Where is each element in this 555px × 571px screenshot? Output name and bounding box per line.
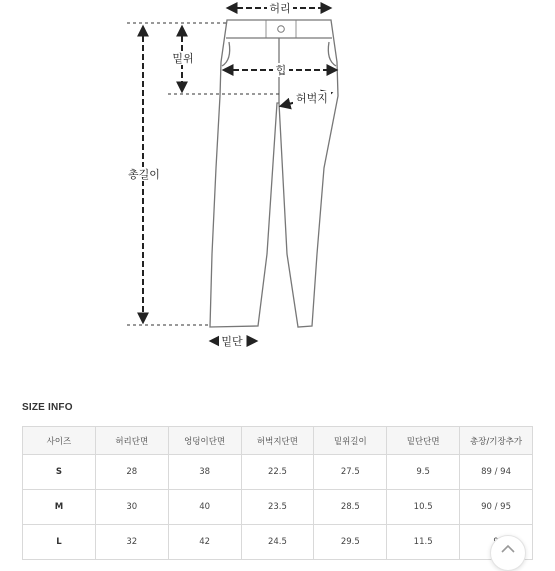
cell-size: S (23, 455, 96, 490)
table-header-row (23, 427, 533, 455)
cell-hem: 11.5 (387, 525, 460, 560)
table-row (23, 490, 533, 525)
cell-hem: 10.5 (387, 490, 460, 525)
thigh-label: 허벅지 (296, 92, 328, 105)
header-thigh: 허벅지단면 (241, 427, 314, 455)
cell-thigh: 22.5 (241, 455, 314, 490)
cell-thigh: 24.5 (241, 525, 314, 560)
hip-label: 힙 (275, 64, 287, 77)
cell-size: M (23, 490, 96, 525)
header-length: 총장/기장추가 (460, 427, 533, 455)
table-row (23, 525, 533, 560)
cell-waist: 32 (95, 525, 168, 560)
cell-thigh: 23.5 (241, 490, 314, 525)
cell-hip: 42 (168, 525, 241, 560)
header-hem: 밑단단면 (387, 427, 460, 455)
size-table (22, 426, 533, 560)
cell-hip: 40 (168, 490, 241, 525)
scroll-to-top-button[interactable] (490, 535, 526, 571)
cell-size: L (23, 525, 96, 560)
cell-length: 90 / 95 (460, 490, 533, 525)
cell-hip: 38 (168, 455, 241, 490)
chevron-up-icon (501, 544, 515, 554)
total-length-label: 총길이 (128, 168, 160, 181)
header-size: 사이즈 (23, 427, 96, 455)
cell-waist: 30 (95, 490, 168, 525)
cell-rise: 29.5 (314, 525, 387, 560)
cell-length: 89 / 94 (460, 455, 533, 490)
cell-hem: 9.5 (387, 455, 460, 490)
cell-rise: 27.5 (314, 455, 387, 490)
size-info-title: SIZE INFO (22, 402, 73, 413)
hem-label: 밑단 (221, 335, 243, 348)
header-hip: 엉덩이단면 (168, 427, 241, 455)
header-rise: 밑위길이 (314, 427, 387, 455)
table-row (23, 455, 533, 490)
cell-rise: 28.5 (314, 490, 387, 525)
cell-waist: 28 (95, 455, 168, 490)
rise-label: 밑위 (172, 52, 194, 65)
waist-label: 허리 (269, 2, 291, 15)
header-waist: 허리단면 (95, 427, 168, 455)
